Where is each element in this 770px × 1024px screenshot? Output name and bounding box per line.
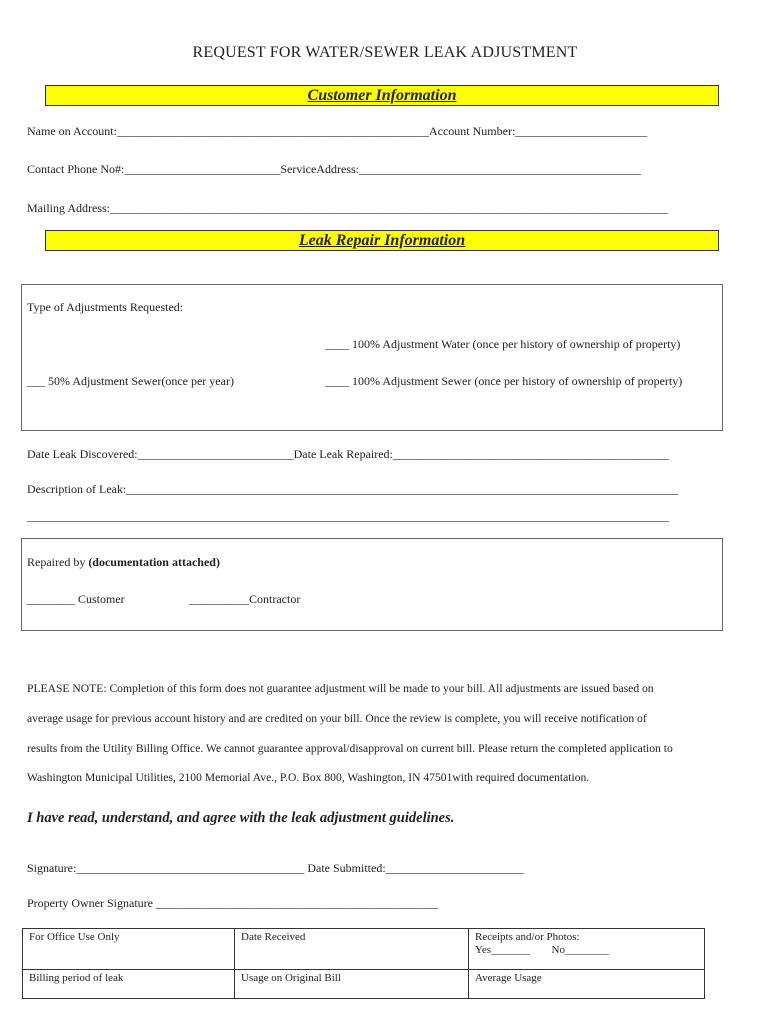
repaired-by-prefix: Repaired by bbox=[27, 555, 89, 569]
leak-description-line[interactable]: Description of Leak:____________________________________________________________________________________________ bbox=[27, 482, 679, 496]
billing-period-cell[interactable]: Billing period of leak bbox=[23, 970, 235, 999]
signature-date-line[interactable]: Signature:______________________________________ Date Submitted:_______________________ bbox=[27, 861, 524, 875]
repaired-by-contractor-option[interactable]: __________Contractor bbox=[189, 592, 301, 606]
customer-information-heading: Customer Information bbox=[45, 85, 719, 106]
date-received-cell[interactable]: Date Received bbox=[235, 929, 469, 970]
adjustment-types-label: Type of Adjustments Requested: bbox=[27, 300, 184, 314]
name-account-number-line[interactable]: Name on Account:____________________________________________________Account Number:______________________ bbox=[27, 124, 648, 138]
repaired-by-customer-option[interactable]: ________ Customer bbox=[27, 592, 125, 606]
option-sewer-50[interactable]: ___ 50% Adjustment Sewer(once per year) bbox=[27, 374, 234, 388]
agreement-statement: I have read, understand, and agree with the leak adjustment guidelines. bbox=[27, 810, 455, 826]
average-usage-cell[interactable]: Average Usage bbox=[469, 970, 705, 999]
note-line: average usage for previous account history and are credited on your bill. Once the review is complete, you will receive notification of bbox=[27, 712, 647, 725]
mailing-address-line[interactable]: Mailing Address:_____________________________________________________________________________________________ bbox=[27, 201, 668, 215]
repaired-by-label bbox=[27, 555, 220, 570]
table-row bbox=[23, 929, 705, 970]
receipts-photos-cell[interactable] bbox=[469, 929, 705, 970]
leak-description-extra-line[interactable]: ___________________________________________________________________________________________________________ bbox=[27, 509, 669, 523]
note-line: results from the Utility Billing Office. We cannot guarantee approval/disapproval on current bill. Please return the completed application to bbox=[27, 742, 673, 755]
leak-dates-line[interactable]: Date Leak Discovered:__________________________Date Leak Repaired:______________________________________________ bbox=[27, 447, 669, 461]
table-row bbox=[23, 970, 705, 999]
form-title: REQUEST FOR WATER/SEWER LEAK ADJUSTMENT bbox=[192, 44, 578, 61]
yes-no-fields[interactable]: Yes_______ No________ bbox=[475, 944, 609, 956]
note-line: PLEASE NOTE: Completion of this form does not guarantee adjustment will be made to your bill. All adjustments are issued based on bbox=[27, 682, 654, 695]
note-line: Washington Municipal Utilities, 2100 Memorial Ave., P.O. Box 800, Washington, IN 47501with required documentation. bbox=[27, 771, 590, 784]
leak-repair-information-heading: Leak Repair Information bbox=[45, 230, 719, 251]
office-use-only-cell: For Office Use Only bbox=[23, 929, 235, 970]
receipts-photos-label: Receipts and/or Photos: bbox=[475, 931, 580, 943]
office-use-table bbox=[22, 928, 705, 999]
repaired-by-box bbox=[21, 538, 723, 631]
usage-original-bill-cell[interactable]: Usage on Original Bill bbox=[235, 970, 469, 999]
option-water-100[interactable]: ____ 100% Adjustment Water (once per history of ownership of property) bbox=[325, 337, 681, 351]
documentation-attached-label: (documentation attached) bbox=[88, 555, 220, 569]
phone-service-address-line[interactable]: Contact Phone No#:__________________________ServiceAddress:_______________________________________________ bbox=[27, 162, 641, 176]
option-sewer-100[interactable]: ____ 100% Adjustment Sewer (once per history of ownership of property) bbox=[325, 374, 683, 388]
property-owner-signature-line[interactable]: Property Owner Signature _______________________________________________ bbox=[27, 896, 438, 910]
